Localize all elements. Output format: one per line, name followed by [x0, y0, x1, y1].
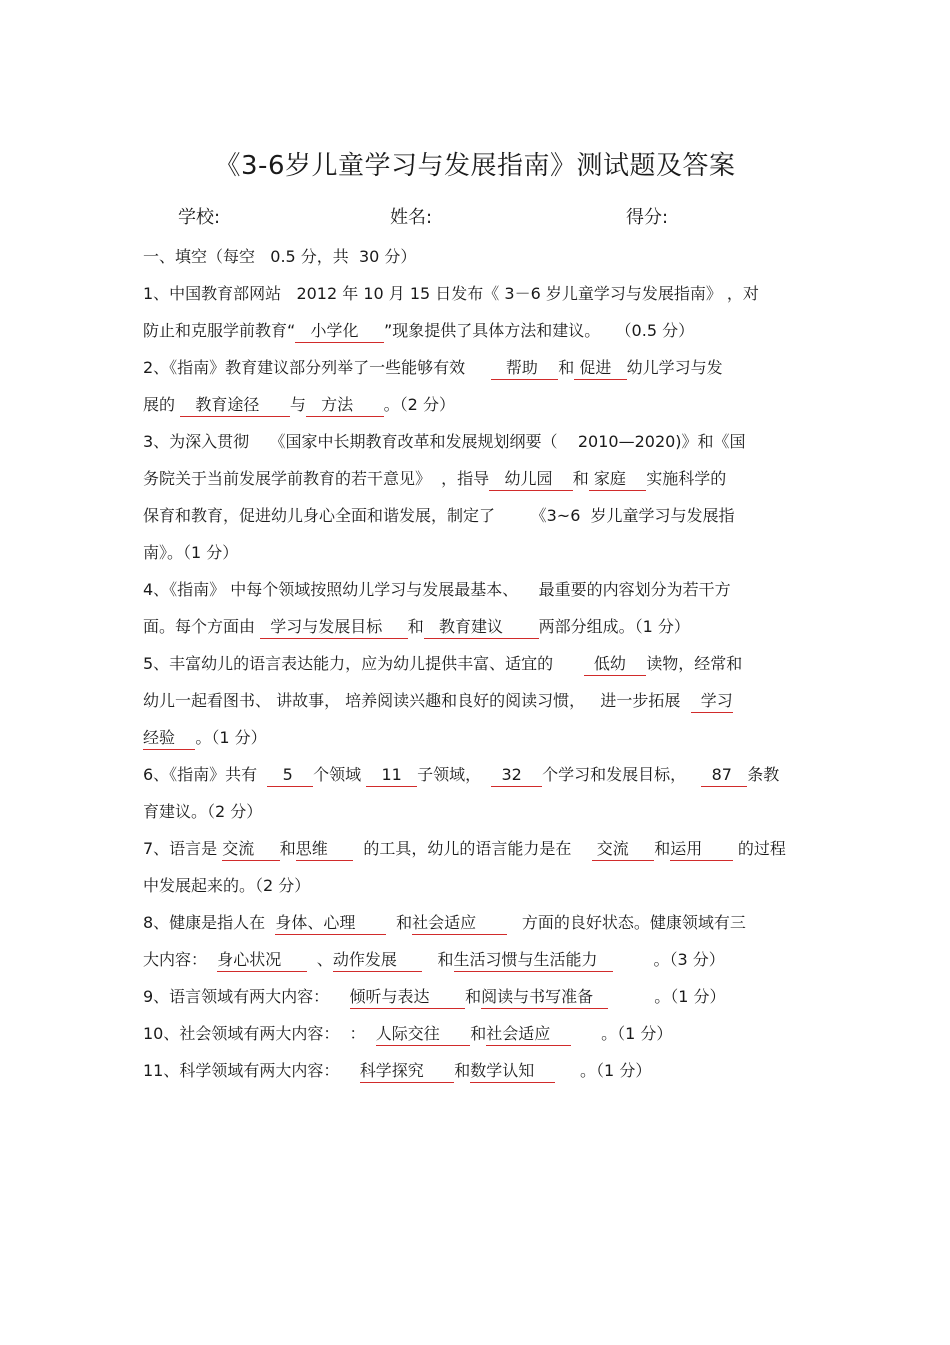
- question-text: 幼儿一起看图书、 讲故事， 培养阅读兴趣和良好的阅读习惯， 进一步拓展: [143, 691, 691, 710]
- text-line: [143, 534, 808, 571]
- text-line: [143, 756, 808, 793]
- score-label: 得分:: [626, 207, 669, 228]
- text-line: [143, 423, 808, 460]
- answer-blank: 身心状况: [217, 949, 306, 972]
- text-line: [143, 275, 808, 312]
- question-text: 5、丰富幼儿的语言表达能力，应为幼儿提供丰富、适宜的: [143, 654, 584, 673]
- question-text: 一、填空（每空 0.5 分，共 30 分）: [143, 247, 417, 266]
- question-text: 的过程: [732, 839, 786, 858]
- question-text: 中发展起来的。（2 分）: [143, 876, 311, 895]
- text-line: [143, 904, 808, 941]
- question-text: 。（1 分）: [570, 1024, 673, 1043]
- answer-blank: 学习与发展目标: [260, 616, 408, 639]
- text-line: [143, 941, 808, 978]
- question-text: 个领域: [313, 765, 367, 784]
- question-text: 读物，经常和: [646, 654, 743, 673]
- question-text: 和: [407, 617, 424, 636]
- answer-blank: 87: [701, 764, 747, 787]
- question-text: ”现象提供了具体方法和建议。 （0.5 分）: [384, 321, 695, 340]
- question-text: 保育和教育，促进幼儿身心全面和谐发展，制定了 《3~6 岁儿童学习与发展指: [143, 506, 735, 525]
- answer-blank: 身体、心理: [275, 912, 386, 935]
- question-text: 和: [385, 913, 413, 932]
- answer-blank: 科学探究: [360, 1060, 455, 1083]
- question-text: 和: [572, 469, 589, 488]
- text-line: [143, 1052, 808, 1089]
- text-line: [143, 645, 808, 682]
- text-line: [143, 460, 808, 497]
- question-text: 两部分组成。（1 分）: [538, 617, 690, 636]
- question-text: 。（1 分）: [554, 1061, 652, 1080]
- question-text: 3、为深入贯彻 《国家中长期教育改革和发展规划纲要（ 2010—2020)》和《国: [143, 432, 746, 451]
- answer-blank: 幼儿园: [489, 468, 573, 491]
- answer-blank: 交流: [222, 838, 279, 861]
- answer-blank: 经验: [143, 727, 195, 750]
- answer-blank: 低幼: [584, 653, 647, 676]
- question-text: 和: [558, 358, 575, 377]
- question-text: 育建议。（2 分）: [143, 802, 263, 821]
- answer-blank: 5: [267, 764, 313, 787]
- answer-blank: 运用: [670, 838, 733, 861]
- question-text: 6、《指南》共有: [143, 765, 268, 784]
- question-text: 条教: [747, 765, 780, 784]
- text-line: [143, 793, 808, 830]
- question-text: 务院关于当前发展学前教育的若干意见》 ，指导: [143, 469, 490, 488]
- text-line: [143, 312, 808, 349]
- question-text: 和: [654, 839, 671, 858]
- answer-blank: 社会适应: [412, 912, 507, 935]
- question-text: 11、科学领域有两大内容：: [143, 1061, 360, 1080]
- question-text: 和: [279, 839, 296, 858]
- question-text: 的工具，幼儿的语言能力是在: [353, 839, 592, 858]
- answer-blank: 思维: [296, 838, 353, 861]
- question-text: 南》。（1 分）: [143, 543, 239, 562]
- question-text: 和: [465, 987, 482, 1006]
- question-text: 子领域，: [417, 765, 492, 784]
- question-text: 防止和克服学前教育“: [143, 321, 296, 340]
- question-body: [143, 238, 808, 1089]
- question-text: 方面的良好状态。健康领域有三: [506, 913, 746, 932]
- question-text: 展的: [143, 395, 181, 414]
- answer-blank: 动作发展: [333, 949, 422, 972]
- answer-blank: 数学认知: [470, 1060, 554, 1083]
- answer-blank: 阅读与书写准备: [481, 986, 608, 1009]
- answer-blank: 家庭: [589, 468, 646, 491]
- answer-blank: 小学化: [295, 320, 384, 343]
- text-line: [143, 571, 808, 608]
- answer-blank: 学习: [691, 690, 733, 713]
- answer-blank: 生活习惯与生活能力: [454, 949, 613, 972]
- school-label: 学校:: [178, 207, 221, 228]
- answer-blank: 帮助: [491, 357, 559, 380]
- text-line: [143, 682, 808, 719]
- question-text: 面。每个方面由: [143, 617, 261, 636]
- question-text: 7、语言是: [143, 839, 223, 858]
- page-title: 《3-6岁儿童学习与发展指南》测试题及答案: [214, 151, 736, 181]
- question-text: 4、《指南》 中每个领域按照幼儿学习与发展最基本、 最重要的内容划分为若干方: [143, 580, 731, 599]
- question-text: 幼儿学习与发: [626, 358, 723, 377]
- question-text: 和: [470, 1024, 487, 1043]
- question-text: 8、健康是指人在: [143, 913, 276, 932]
- question-text: 大内容：: [143, 950, 218, 969]
- text-line: [143, 386, 808, 423]
- question-text: 。（1 分）: [608, 987, 726, 1006]
- question-text: 、: [306, 950, 333, 969]
- question-text: 和: [454, 1061, 471, 1080]
- answer-blank: 方法: [306, 394, 384, 417]
- question-text: 。（2 分）: [383, 395, 455, 414]
- question-text: 和: [422, 950, 454, 969]
- text-line: [143, 719, 808, 756]
- question-text: 。（1 分）: [195, 728, 267, 747]
- question-text: 2、《指南》教育建议部分列举了一些能够有效: [143, 358, 491, 377]
- answer-blank: 倾听与表达: [350, 986, 466, 1009]
- text-line: [143, 867, 808, 904]
- name-label: 姓名:: [390, 207, 433, 228]
- answer-blank: 32: [491, 764, 542, 787]
- question-text: 9、语言领域有两大内容：: [143, 987, 350, 1006]
- question-text: 个学习和发展目标，: [542, 765, 702, 784]
- answer-blank: 人际交往: [376, 1023, 471, 1046]
- text-line: [143, 238, 808, 275]
- question-text: 。（3 分）: [612, 950, 725, 969]
- text-line: [143, 349, 808, 386]
- question-text: 10、社会领域有两大内容： ：: [143, 1024, 376, 1043]
- answer-blank: 促进: [574, 357, 626, 380]
- text-line: [143, 1015, 808, 1052]
- text-line: [143, 608, 808, 645]
- question-text: 1、中国教育部网站 2012 年 10 月 15 日发布《 3－6 岁儿童学习与发展指南》 ，对: [143, 284, 759, 303]
- answer-blank: 社会适应: [486, 1023, 570, 1046]
- answer-blank: 11: [366, 764, 417, 787]
- answer-blank: 教育途径: [180, 394, 290, 417]
- question-text: 实施科学的: [646, 469, 727, 488]
- answer-blank: 交流: [592, 838, 655, 861]
- question-text: 与: [289, 395, 306, 414]
- answer-blank: 教育建议: [424, 616, 539, 639]
- text-line: [143, 978, 808, 1015]
- text-line: [143, 497, 808, 534]
- text-line: [143, 830, 808, 867]
